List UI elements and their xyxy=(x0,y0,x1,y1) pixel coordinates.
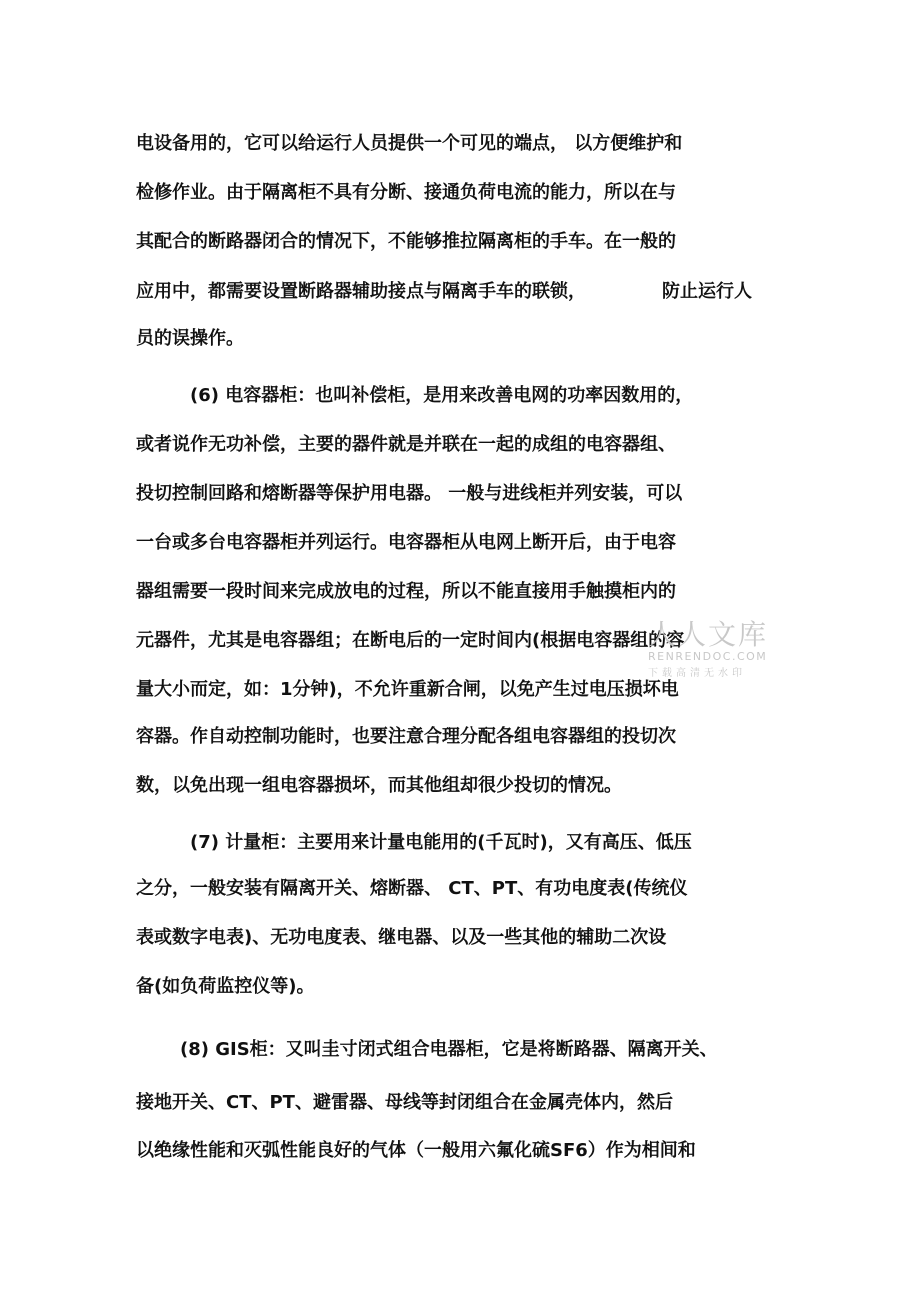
text-line-1: 电设备用的，它可以给运行人员提供一个可见的端点， 以方便维护和 xyxy=(136,133,683,154)
watermark-site: RENRENDOC.COM xyxy=(648,650,768,663)
text-line-9: 一台或多台电容器柜并列运行。电容器柜从电网上断开后，由于电容 xyxy=(136,532,676,553)
text-line-16: 之分，一般安装有隔离开关、熔断器、 CT、PT、有功电度表(传统仪 xyxy=(136,878,688,899)
watermark-title: 人人文库 xyxy=(648,618,769,651)
text-line-7: 或者说作无功补偿，主要的器件就是并联在一起的成组的电容器组、 xyxy=(136,434,676,455)
watermark-tagline: 下载高清无水印 xyxy=(648,668,746,679)
paragraph-6-start: (6) 电容器柜：也叫补偿柜，是用来改善电网的功率因数用的， xyxy=(190,385,694,406)
text-line-8: 投切控制回路和熔断器等保护用电器。 一般与进线柜并列安装，可以 xyxy=(136,483,683,504)
text-line-3: 其配合的断路器闭合的情况下，不能够推拉隔离柜的手车。在一般的 xyxy=(136,231,676,252)
text-line-17: 表或数字电表)、无功电度表、继电器、以及一些其他的辅助二次设 xyxy=(136,927,667,948)
text-line-13: 容器。作自动控制功能时，也要注意合理分配各组电容器组的投切次 xyxy=(136,726,676,747)
text-line-10: 器组需要一段时间来完成放电的过程，所以不能直接用手触摸柜内的 xyxy=(136,581,676,602)
text-line-12: 量大小而定，如：1分钟)，不允许重新合闸，以免产生过电压损坏电 xyxy=(136,679,679,700)
text-line-18: 备(如负荷监控仪等)。 xyxy=(136,976,315,997)
paragraph-7-start: (7) 计量柜：主要用来计量电能用的(千瓦时)，又有高压、低压 xyxy=(190,832,692,853)
watermark xyxy=(648,620,780,679)
text-line-21: 以绝缘性能和灭弧性能良好的气体（一般用六氟化硫SF6）作为相间和 xyxy=(136,1140,696,1161)
text-line-14: 数，以免出现一组电容器损坏，而其他组却很少投切的情况。 xyxy=(136,775,622,796)
text-line-4: 应用中，都需要设置断路器辅助接点与隔离手车的联锁， xyxy=(136,281,586,302)
paragraph-8-start: (8) GIS柜：又叫圭寸闭式组合电器柜，它是将断路器、隔离开关、 xyxy=(180,1039,718,1060)
text-line-4-tail: 防止运行人 xyxy=(662,281,752,302)
text-line-2: 检修作业。由于隔离柜不具有分断、接通负荷电流的能力，所以在与 xyxy=(136,182,676,203)
text-line-11: 元器件，尤其是电容器组；在断电后的一定时间内(根据电容器组的容 xyxy=(136,630,685,651)
text-line-5: 员的误操作。 xyxy=(136,328,244,349)
text-line-20: 接地开关、CT、PT、避雷器、母线等封闭组合在金属壳体内，然后 xyxy=(136,1092,673,1113)
